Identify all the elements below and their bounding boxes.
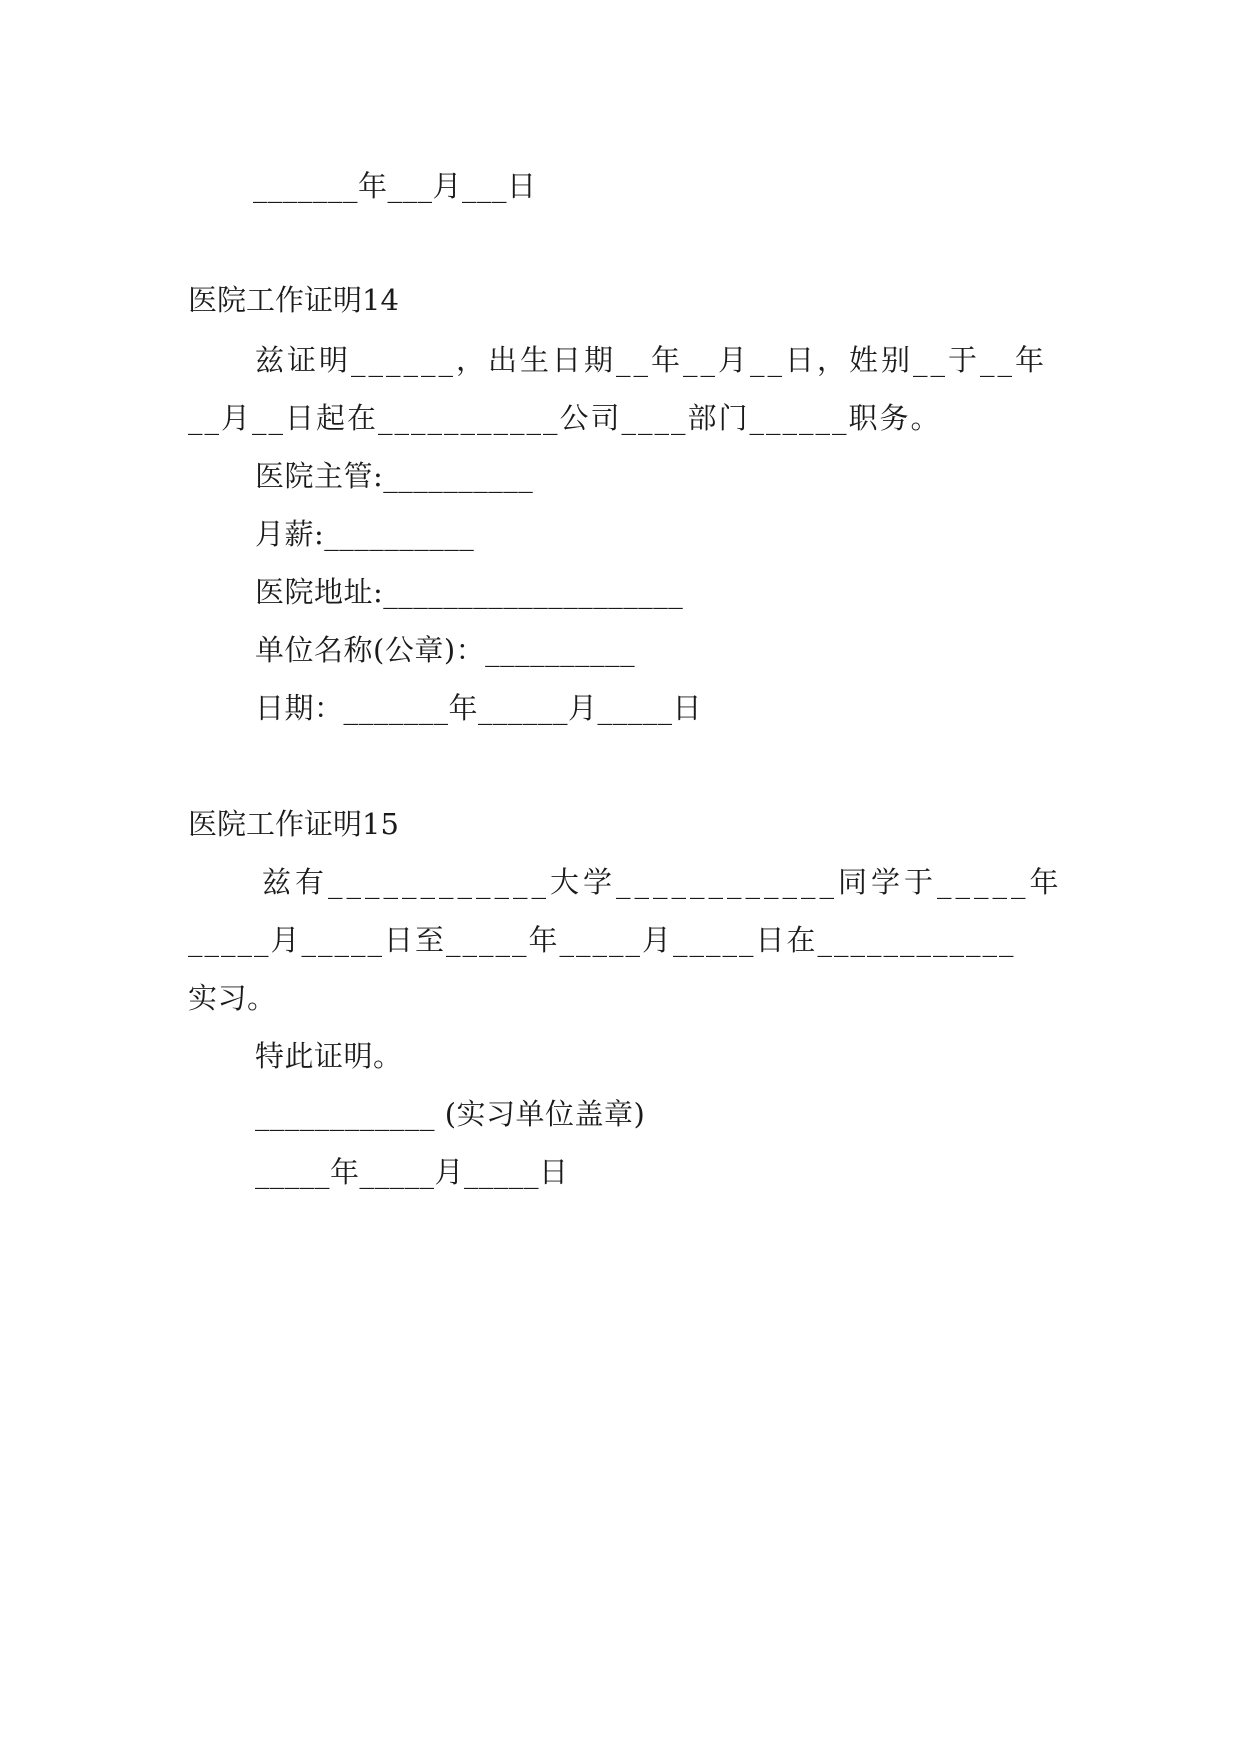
cert15-paragraph-line1: 兹有____________大学____________同学于_____年 <box>262 865 1063 899</box>
cert15-paragraph-line2: _____月_____日至_____年_____月_____日在____________ <box>188 923 1016 957</box>
cert14-title: 医院工作证明14 <box>188 283 399 317</box>
cert14-date-field: 日期：_______年______月_____日 <box>255 691 703 725</box>
cert14-supervisor-field: 医院主管:__________ <box>255 459 534 493</box>
cert15-hereby-text: 特此证明。 <box>255 1039 403 1073</box>
cert14-address-field: 医院地址:____________________ <box>255 575 684 609</box>
cert14-paragraph-line1: 兹证明______，出生日期__年__月__日，姓别__于__年 <box>255 343 1048 377</box>
cert14-salary-field: 月薪:__________ <box>255 517 475 551</box>
cert14-unit-name-field: 单位名称(公章)：__________ <box>255 633 636 667</box>
cert14-paragraph-line2: __月__日起在___________公司____部门______职务。 <box>188 401 942 435</box>
cert15-seal-line: ____________ (实习单位盖章) <box>255 1097 646 1131</box>
cert15-date-line: _____年_____月_____日 <box>255 1155 569 1189</box>
top-date-line: _______年___月___日 <box>253 169 537 203</box>
cert15-title: 医院工作证明15 <box>188 807 399 841</box>
cert15-paragraph-line3: 实习。 <box>188 981 277 1015</box>
